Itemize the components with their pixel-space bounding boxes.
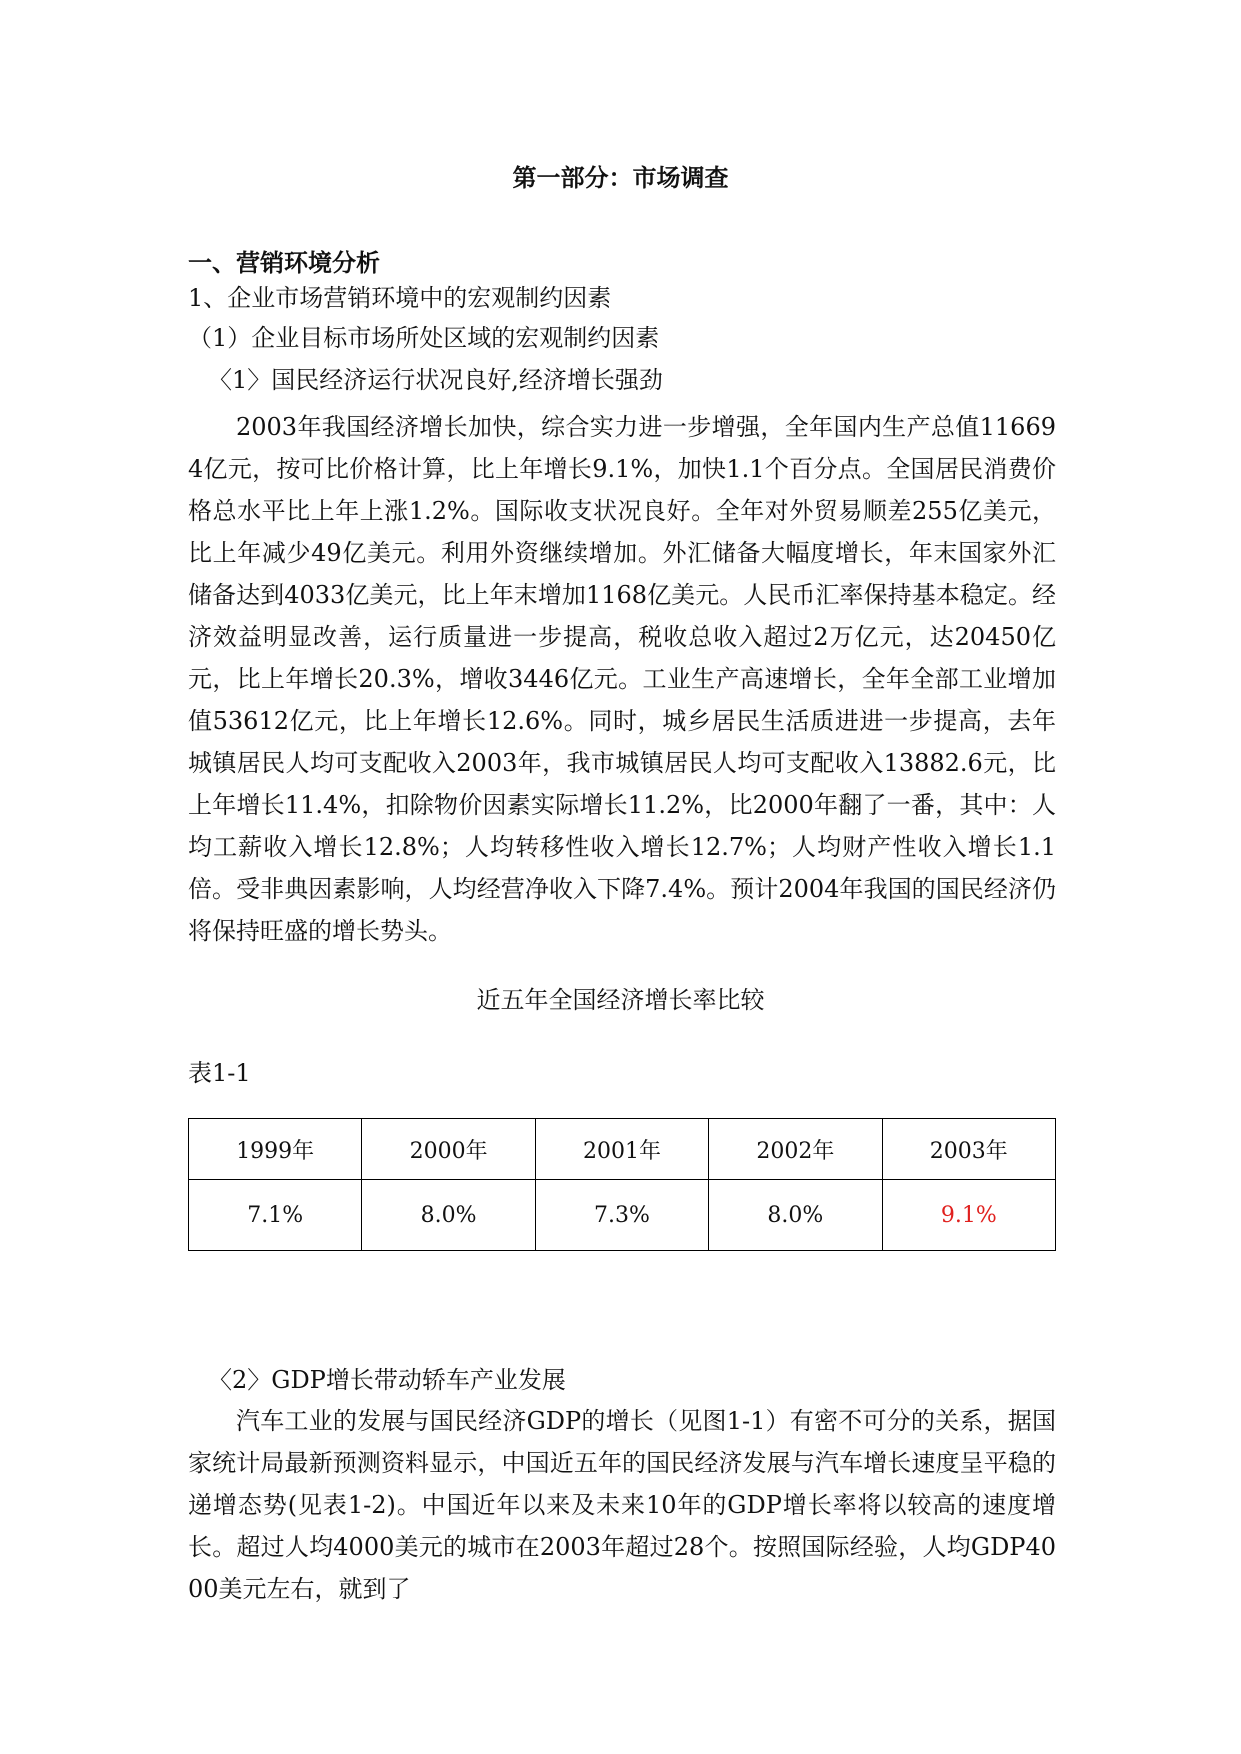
subsection-heading-2: 〈2〉GDP增长带动轿车产业发展 bbox=[208, 1366, 566, 1394]
table-cell-year: 2003年 bbox=[882, 1119, 1055, 1180]
table-cell-rate-highlight: 9.1% bbox=[882, 1180, 1055, 1251]
growth-rate-table bbox=[188, 1118, 1056, 1251]
paragraph-gdp: 汽车工业的发展与国民经济GDP的增长（见图1-1）有密不可分的关系，据国家统计局最新预测资料显示，中国近五年的国民经济发展与汽车增长速度呈平稳的递增态势(见表1-2)。中国近年以来及未来10年的GDP增长率将以较高的速度增长。超过人均4000美元的城市在2003年超过28个。按照国际经验，人均GDP4000美元左右，就到了 bbox=[188, 1407, 1056, 1603]
table-cell-rate: 7.1% bbox=[189, 1180, 362, 1251]
table-row bbox=[189, 1119, 1056, 1180]
subitem-heading: （1）企业目标市场所处区域的宏观制约因素 bbox=[188, 324, 660, 352]
item-heading: 1、企业市场营销环境中的宏观制约因素 bbox=[188, 284, 612, 312]
table-caption: 近五年全国经济增长率比较 bbox=[476, 986, 765, 1014]
subsection-heading-1: 〈1〉国民经济运行状况良好,经济增长强劲 bbox=[208, 366, 663, 394]
paragraph-economy: 2003年我国经济增长加快，综合实力进一步增强，全年国内生产总值116694亿元，按可比价格计算，比上年增长9.1%，加快1.1个百分点。全国居民消费价格总水平比上年上涨1.2%。国际收支状况良好。全年对外贸易顺差255亿美元，比上年减少49亿美元。利用外资继续增加。外汇储备大幅度增长，年末国家外汇储备达到4033亿美元，比上年末增加1168亿美元。人民币汇率保持基本稳定。经济效益明显改善，运行质量进一步提高，税收总收入超过2万亿元，达20450亿元，比上年增长20.3%，增收3446亿元。工业生产高速增长，全年全部工业增加值53612亿元，比上年增长12.6%。同时，城乡居民生活质进进一步提高，去年城镇居民人均可支配收入2003年，我市城镇居民人均可支配收入13882.6元，比上年增长11.4%，扣除物价因素实际增长11.2%，比2000年翻了一番，其中：人均工薪收入增长12.8%；人均转移性收入增长12.7%；人均财产性收入增长1.1倍。受非典因素影响，人均经营净收入下降7.4%。预计2004年我国的国民经济仍将保持旺盛的增长势头。 bbox=[188, 413, 1056, 945]
part-title: 第一部分：市场调查 bbox=[512, 164, 729, 192]
table-cell-year: 1999年 bbox=[189, 1119, 362, 1180]
table-cell-year: 2000年 bbox=[362, 1119, 535, 1180]
table-cell-rate: 7.3% bbox=[535, 1180, 708, 1251]
section-heading: 一、营销环境分析 bbox=[188, 249, 380, 277]
table-cell-year: 2002年 bbox=[709, 1119, 882, 1180]
table-cell-rate: 8.0% bbox=[362, 1180, 535, 1251]
table-row bbox=[189, 1180, 1056, 1251]
table-cell-year: 2001年 bbox=[535, 1119, 708, 1180]
table-label: 表1-1 bbox=[188, 1059, 251, 1087]
table-cell-rate: 8.0% bbox=[709, 1180, 882, 1251]
